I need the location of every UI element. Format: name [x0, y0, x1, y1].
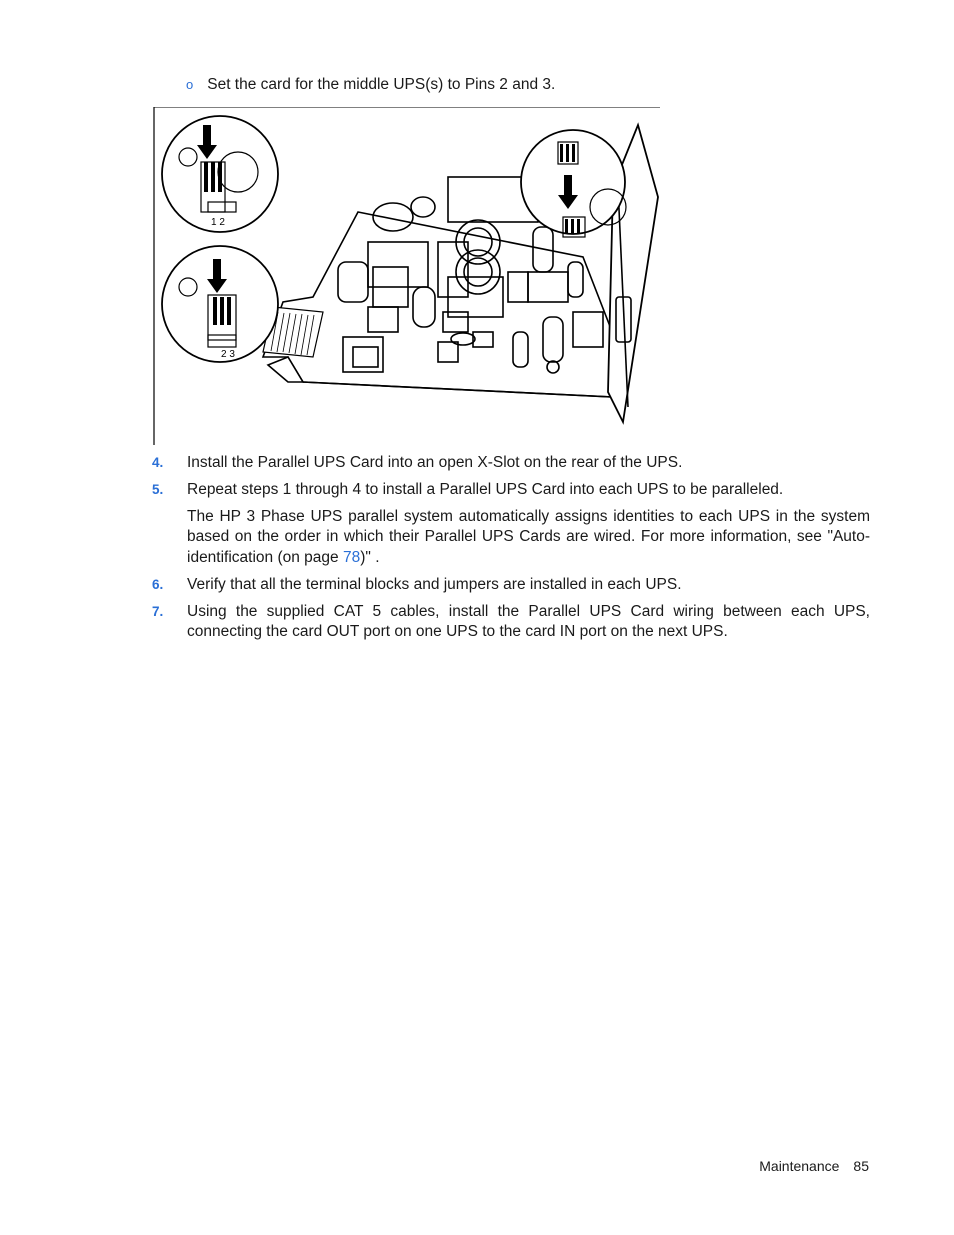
footer-section: Maintenance [759, 1158, 840, 1174]
jumper-pins-2-3-callout-icon [162, 246, 278, 362]
intro-bullet [186, 74, 555, 96]
bullet-symbol: o [186, 77, 194, 92]
pins-2-3-label: 2 3 [221, 349, 235, 360]
step-number: 5. [152, 482, 164, 497]
step-text: Verify that all the terminal blocks and jumpers are installed in each UPS. [187, 575, 682, 593]
list-item [152, 575, 870, 596]
step-note [187, 507, 870, 569]
list-item [152, 453, 870, 474]
page-link[interactable]: 78 [342, 548, 361, 566]
installation-steps [152, 453, 870, 649]
pins-1-2-label: 1 2 [211, 217, 225, 228]
page-number: 85 [853, 1158, 869, 1174]
intro-bullet-text: Set the card for the middle UPS(s) to Pins 2 and 3. [207, 76, 556, 93]
ups-card-figure [153, 107, 661, 445]
step-number: 6. [152, 576, 164, 592]
step-number: 7. [152, 603, 164, 619]
step-text: Using the supplied CAT 5 cables, install the Parallel UPS Card wiring between each UPS, connecting the card OUT port on one UPS to the card IN port on the next UPS. [187, 602, 870, 640]
note-text-end: )" . [360, 548, 380, 566]
ups-card-illustration-icon [153, 107, 661, 445]
step-text: Repeat steps 1 through 4 to install a Parallel UPS Card into each UPS to be paralleled. [187, 481, 784, 498]
step-text: Install the Parallel UPS Card into an open X-Slot on the rear of the UPS. [187, 454, 683, 471]
note-text: The HP 3 Phase UPS parallel system automatically assigns identities to each UPS in the system based on the order in which their Parallel UPS Cards are wired. For more information, see "Auto-identification (on page [187, 507, 870, 566]
page-footer [759, 1158, 869, 1174]
list-item [152, 480, 870, 568]
jumper-removed-callout-icon [521, 130, 626, 237]
step-number: 4. [152, 455, 164, 470]
list-item [152, 602, 870, 643]
jumper-pins-1-2-callout-icon [162, 116, 278, 232]
